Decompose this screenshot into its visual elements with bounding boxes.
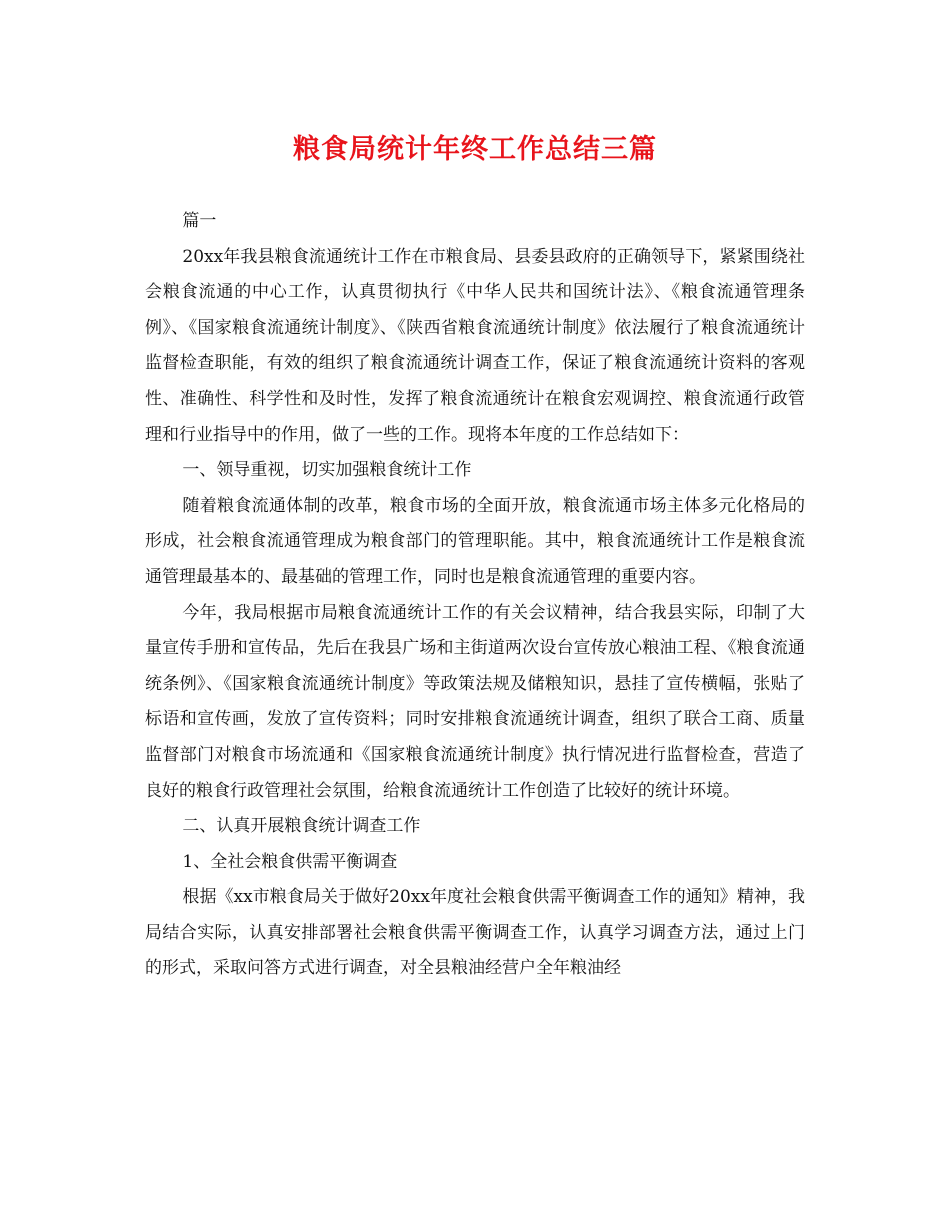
section-heading: 二、认真开展粮食统计调查工作 [182, 816, 421, 837]
paragraph: 随着粮食流通体制的改革，粮食市场的全面开放，粮食流通市场主体多元化格局的形成，社会粮食流通管理成为粮食部门的管理职能。其中，粮食流通统计工作是粮食流通管理最基本的、最基础的管理工作，同时也是粮食流通管理的重要内容。 [145, 495, 805, 587]
section-label: 篇一 [182, 211, 217, 231]
paragraph-intro: 20xx年我县粮食流通统计工作在市粮食局、县委县政府的正确领导下，紧紧围绕社会粮食流通的中心工作，认真贯彻执行《中华人民共和国统计法》、《粮食流通管理条例》、《国家粮食流通统计制度》、《陕西省粮食流通统计制度》依法履行了粮食流通统计监督检查职能，有效的组织了粮食流通统计调查工作，保证了粮食流通统计资料的客观性、准确性、科学性和及时性，发挥了粮食流通统计在粮食宏观调控、粮食流通行政管理和行业指导中的作用，做了一些的工作。现将本年度的工作总结如下： [145, 246, 805, 445]
paragraph: 今年，我局根据市局粮食流通统计工作的有关会议精神，结合我县实际，印制了大量宣传手册和宣传品，先后在我县广场和主街道两次设台宣传放心粮油工程、《粮食流通统条例》、《国家粮食流通统计制度》等政策法规及储粮知识，悬挂了宣传横幅，张贴了标语和宣传画，发放了宣传资料；同时安排粮食流通统计调查，组织了联合工商、质量监督部门对粮食市场流通和《国家粮食流通统计制度》执行情况进行监督检查，营造了良好的粮食行政管理社会氛围，给粮食流通统计工作创造了比较好的统计环境。 [145, 602, 805, 801]
subsection-heading: 1、全社会粮食供需平衡调查 [182, 851, 398, 872]
section-heading: 一、领导重视，切实加强粮食统计工作 [182, 460, 472, 481]
document-body [145, 204, 805, 987]
document-title: 粮食局统计年终工作总结三篇 [293, 134, 657, 165]
paragraph: 根据《xx市粮食局关于做好20xx年度社会粮食供需平衡调查工作的通知》精神，我局结合实际，认真安排部署社会粮食供需平衡调查工作，认真学习调查方法，通过上门的形式，采取问答方式进行调查，对全县粮油经营户全年粮油经 [145, 887, 805, 979]
